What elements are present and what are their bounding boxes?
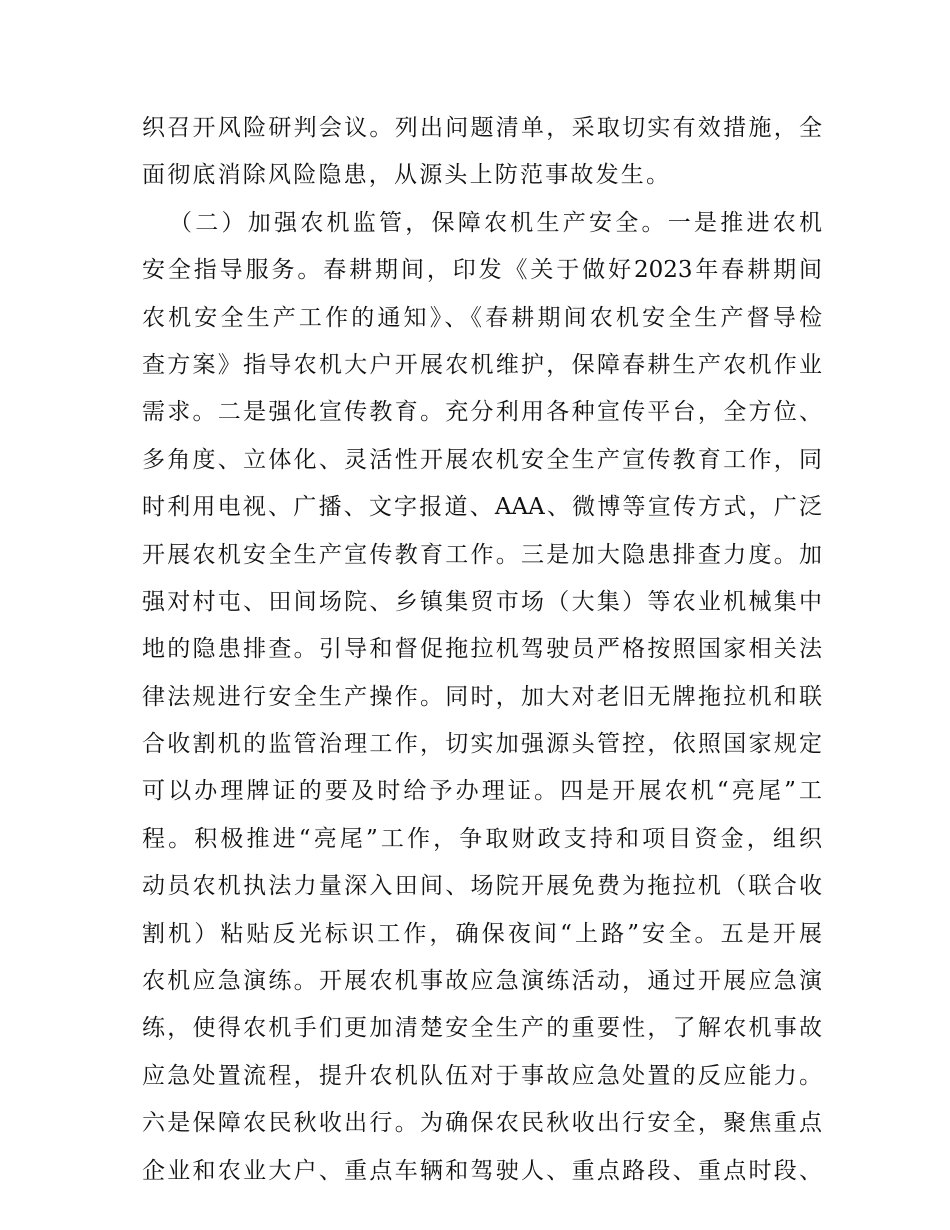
text-line: 农机应急演练。开展农机事故应急演练活动，通过开展应急演	[142, 968, 822, 995]
text-line: 查方案》指导农机大户开展农机维护，保障春耕生产农机作业	[142, 351, 822, 378]
text-line: 律法规进行安全生产操作。同时，加大对老旧无牌拖拉机和联	[142, 683, 822, 710]
text-line: 多角度、立体化、灵活性开展农机安全生产宣传教育工作，同	[142, 446, 822, 473]
text-line: 可以办理牌证的要及时给予办理证。四是开展农机“亮尾”工	[142, 778, 822, 805]
text-line: 安全指导服务。春耕期间，印发《关于做好2023年春耕期间	[142, 257, 822, 284]
text-line: 六是保障农民秋收出行。为确保农民秋收出行安全，聚焦重点	[142, 1110, 822, 1137]
text-line: 时利用电视、广播、文字报道、AAA、微博等宣传方式，广泛	[142, 494, 822, 521]
text-line: 地的隐患排查。引导和督促拖拉机驾驶员严格按照国家相关法	[142, 636, 822, 663]
text-line: 开展农机安全生产宣传教育工作。三是加大隐患排查力度。加	[142, 541, 822, 568]
text-line: 程。积极推进“亮尾”工作，争取财政支持和项目资金，组织	[142, 825, 822, 852]
text-line: 应急处置流程，提升农机队伍对于事故应急处置的反应能力。	[142, 1062, 822, 1089]
text-line: 动员农机执法力量深入田间、场院开展免费为拖拉机（联合收	[142, 873, 822, 900]
text-line: 练，使得农机手们更加清楚安全生产的重要性，了解农机事故	[142, 1015, 822, 1042]
section-heading-line: （二）加强农机监管，保障农机生产安全。一是推进农机	[169, 209, 822, 236]
body-text	[142, 105, 822, 1195]
text-line: 割机）粘贴反光标识工作，确保夜间“上路”安全。五是开展	[142, 920, 822, 947]
text-line: 合收割机的监管治理工作，切实加强源头管控，依照国家规定	[142, 731, 822, 758]
text-line: 织召开风险研判会议。列出问题清单，采取切实有效措施，全	[142, 115, 822, 141]
text-line: 农机安全生产工作的通知》、《春耕期间农机安全生产督导检	[142, 304, 822, 331]
text-line: 强对村屯、田间场院、乡镇集贸市场（大集）等农业机械集中	[142, 588, 822, 615]
text-line: 面彻底消除风险隐患，从源头上防范事故发生。	[142, 162, 672, 189]
text-line: 需求。二是强化宣传教育。充分利用各种宣传平台，全方位、	[142, 399, 822, 426]
text-line: 企业和农业大户、重点车辆和驾驶人、重点路段、重点时段、	[142, 1157, 822, 1184]
